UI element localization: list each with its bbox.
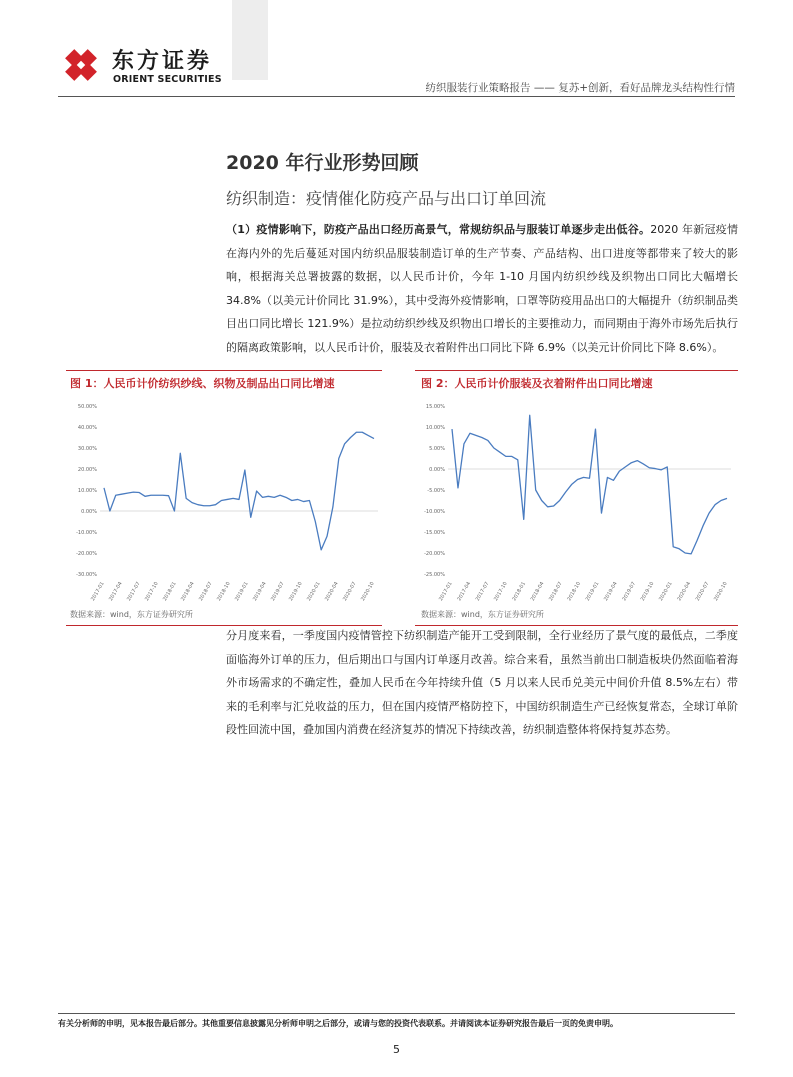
x-tick-label: 2017-01	[438, 581, 454, 603]
y-tick-label: -15.00%	[424, 529, 445, 536]
y-tick-label: -20.00%	[424, 550, 445, 557]
y-tick-label: 50.00%	[77, 403, 97, 410]
x-tick-label: 2018-10	[216, 581, 232, 603]
y-tick-label: 0.00%	[429, 466, 445, 473]
y-tick-label: -25.00%	[424, 571, 445, 578]
x-tick-label: 2020-01	[306, 581, 322, 603]
figure-1-chart	[66, 398, 382, 604]
y-tick-label: -5.00%	[427, 487, 445, 494]
x-tick-label: 2017-04	[456, 581, 473, 603]
y-tick-label: 20.00%	[77, 466, 97, 473]
subsection-title: 纺织制造：疫情催化防疫产品与出口订单回流	[226, 189, 547, 208]
x-tick-label: 2018-04	[529, 581, 546, 603]
x-tick-label: 2020-10	[360, 581, 376, 603]
x-tick-label: 2019-10	[288, 581, 304, 603]
x-tick-label: 2020-07	[694, 581, 711, 603]
x-tick-label: 2020-10	[713, 581, 729, 603]
x-tick-label: 2017-04	[108, 581, 124, 603]
x-tick-label: 2020-01	[658, 581, 674, 603]
y-tick-label: 5.00%	[429, 445, 445, 452]
y-tick-label: -30.00%	[76, 571, 97, 578]
x-tick-label: 2019-07	[270, 581, 286, 603]
x-tick-label: 2018-10	[566, 581, 583, 603]
x-tick-label: 2020-04	[324, 581, 340, 603]
x-tick-label: 2019-01	[234, 581, 250, 603]
orient-logo-icon	[58, 42, 104, 88]
footer-disclaimer: 有关分析师的申明，见本报告最后部分。其他重要信息披露见分析师申明之后部分，或请与您的投资代表联系。并请阅读本证券研究报告最后一页的免责申明。	[58, 1019, 618, 1028]
x-tick-label: 2019-07	[621, 581, 638, 603]
figure-1-top-rule	[66, 370, 382, 371]
x-tick-label: 2017-10	[144, 581, 160, 603]
report-title: 纺织服装行业策略报告 —— 复苏+创新，看好品牌龙头结构性行情	[425, 82, 735, 94]
figure-2-top-rule	[415, 370, 738, 371]
x-tick-label: 2018-01	[511, 581, 528, 603]
x-tick-label: 2017-07	[474, 581, 491, 603]
x-tick-label: 2020-04	[676, 581, 693, 603]
paragraph-1-lead: （1）疫情影响下，防疫产品出口经历高景气，常规纺织品与服装订单逐步走出低谷。	[226, 223, 651, 236]
brand-name-en: ORIENT SECURITIES	[113, 74, 222, 85]
figure-2-source: 数据来源：wind，东方证券研究所	[421, 610, 544, 619]
y-tick-label: -10.00%	[424, 508, 445, 515]
y-tick-label: 30.00%	[77, 445, 97, 452]
brand-name-cn: 东方证券	[112, 49, 213, 74]
x-tick-label: 2019-04	[603, 581, 619, 603]
section-title: 2020 年行业形势回顾	[226, 152, 419, 174]
x-tick-label: 2020-07	[342, 581, 358, 603]
x-tick-label: 2017-01	[90, 581, 106, 603]
y-tick-label: -20.00%	[76, 550, 97, 557]
series-line	[452, 415, 727, 554]
x-tick-label: 2019-04	[252, 581, 268, 603]
footer-divider	[58, 1013, 735, 1014]
figure-1-caption: 图 1：人民币计价纺织纱线、织物及制品出口同比增速	[70, 377, 335, 390]
figure-2-chart	[415, 398, 738, 604]
x-tick-label: 2018-07	[198, 581, 214, 603]
x-tick-label: 2019-01	[584, 581, 601, 603]
x-tick-label: 2019-10	[639, 581, 656, 603]
y-tick-label: 15.00%	[425, 403, 445, 410]
y-tick-label: 10.00%	[425, 424, 445, 431]
paragraph-1-body: 2020 年新冠疫情在海内外的先后蔓延对国内纺织品服装制造订单的生产节奏、产品结构、出口进度等都带来了较大的影响，根据海关总署披露的数据，以人民币计价，今年 1-10 月国内纺织纱线及织物出口同比大幅增长 34.8%（以美元计价同比 31.9%），其中受海外疫情影响，口罩等防疫用品出口的大幅提升（纺织制品类目出口同比增长 121.9%）是拉动纺织纱线及织物出口增长的主要推动力，而同期由于海外市场先后执行的隔离政策影响，以人民币计价，服装及衣着附件出口同比下降 6.9%（以美元计价同比下降 8.6%）。	[226, 223, 738, 354]
x-tick-label: 2018-01	[162, 581, 178, 603]
y-tick-label: 0.00%	[81, 508, 97, 515]
paragraph-2: 分月度来看，一季度国内疫情管控下纺织制造产能开工受到限制，全行业经历了景气度的最低点，二季度面临海外订单的压力，但后期出口与国内订单逐月改善。综合来看，虽然当前出口制造板块仍然面临着海外市场需求的不确定性，叠加人民币在今年持续升值（5 月以来人民币兑美元中间价升值 8.5%左右）带来的毛利率与汇兑收益的压力，但在国内疫情严格防控下，中国纺织制造生产已经恢复常态，全球订单阶段性回流中国，叠加国内消费在经济复苏的情况下持续改善，纺织制造整体将保持复苏态势。	[226, 629, 738, 737]
figure-1-source: 数据来源：wind，东方证券研究所	[70, 610, 193, 619]
y-tick-label: 10.00%	[77, 487, 97, 494]
figure-2-caption: 图 2：人民币计价服装及衣着附件出口同比增速	[421, 377, 653, 390]
series-line	[104, 432, 374, 550]
page-number: 5	[393, 1043, 400, 1056]
header-divider	[58, 96, 735, 97]
header-accent-bar	[232, 0, 268, 80]
x-tick-label: 2017-07	[126, 581, 142, 603]
y-tick-label: -10.00%	[76, 529, 97, 536]
x-tick-label: 2018-07	[548, 581, 564, 603]
x-tick-label: 2018-04	[180, 581, 196, 603]
y-tick-label: 40.00%	[77, 424, 97, 431]
x-tick-label: 2017-10	[493, 581, 509, 603]
paragraph-1	[226, 218, 738, 360]
